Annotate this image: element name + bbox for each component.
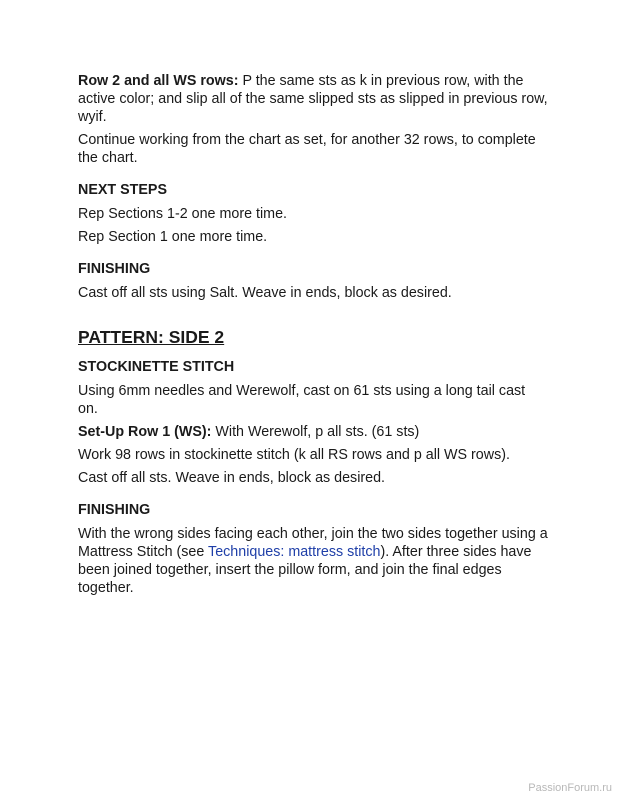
finishing-text-side1: Cast off all sts using Salt. Weave in ends, block as desired. [78, 285, 452, 301]
mattress-stitch-link[interactable]: Techniques: mattress stitch [208, 544, 381, 560]
section-title-side2: PATTERN: SIDE 2 [78, 327, 225, 347]
finishing-text-side2 [78, 525, 548, 597]
finishing-heading-side2: FINISHING [78, 502, 151, 518]
next-steps-heading: NEXT STEPS [78, 182, 167, 198]
stockinette-heading: STOCKINETTE STITCH [78, 359, 235, 375]
finishing-text-b: ). After three sides have been joined together, insert the pillow form, and join the final edges together. [78, 544, 532, 596]
row2-label: Row 2 and all WS rows: [78, 73, 239, 89]
next-steps-line-1: Rep Sections 1-2 one more time. [78, 206, 287, 222]
cast-off-instruction: Cast off all sts. Weave in ends, block as desired. [78, 470, 386, 486]
finishing-heading-side1: FINISHING [78, 261, 151, 277]
row2-text: P the same sts as k in previous row, with the active color; and slip all of the same slipped sts as slipped in previous row, wyif. [78, 73, 548, 125]
continue-instruction: Continue working from the chart as set, for another 32 rows, to complete the chart. [78, 132, 536, 166]
document-page [78, 72, 548, 597]
work-rows-instruction: Work 98 rows in stockinette stitch (k all RS rows and p all WS rows). [78, 447, 510, 463]
setup-row-text: With Werewolf, p all sts. (61 sts) [211, 424, 420, 440]
finishing-text-a: With the wrong sides facing each other, join the two sides together using a Mattress Stitch (see [78, 526, 548, 560]
row2-instruction [78, 72, 548, 126]
watermark: PassionForum.ru [528, 782, 612, 794]
next-steps-line-2: Rep Section 1 one more time. [78, 229, 268, 245]
cast-on-instruction: Using 6mm needles and Werewolf, cast on 61 sts using a long tail cast on. [78, 383, 526, 417]
setup-row-instruction [78, 423, 548, 441]
setup-row-label: Set-Up Row 1 (WS): [78, 424, 212, 440]
